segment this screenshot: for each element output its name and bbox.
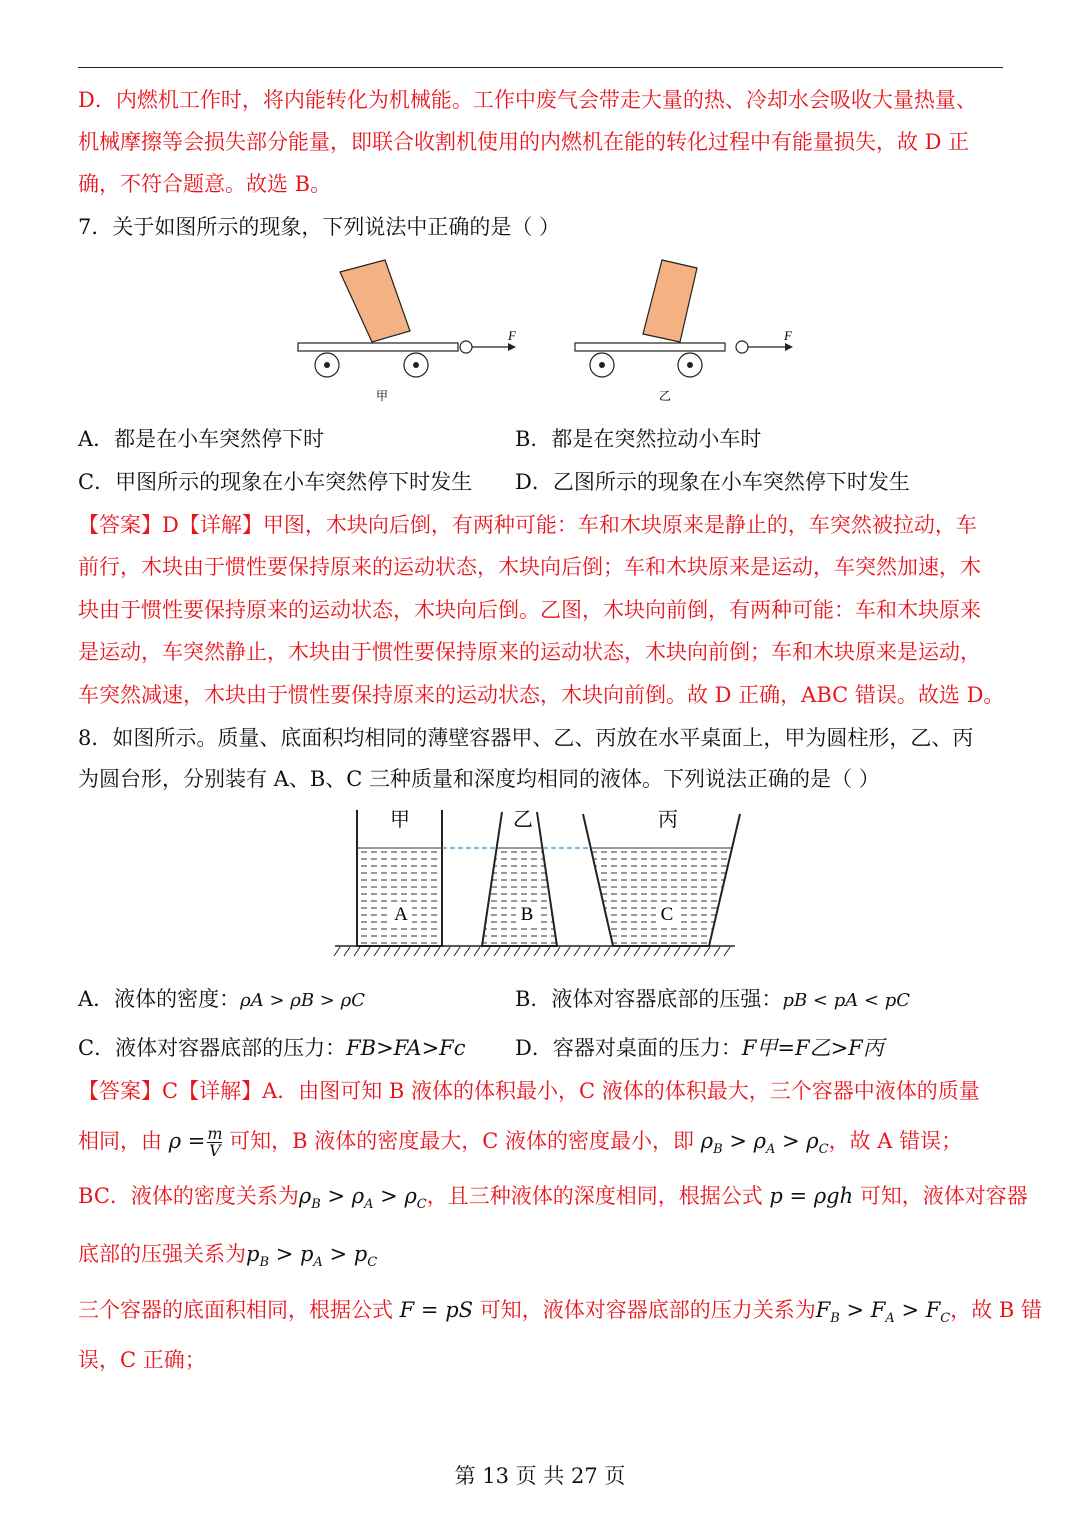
- prev-answer-line1: D．内燃机工作时，将内能转化为机械能。工作中废气会带走大量的热、冷却水会吸收大量热量、: [78, 88, 977, 112]
- container-label-yi: 乙: [513, 807, 533, 831]
- q7-answer-line5: 车突然减速，木块由于惯性要保持原来的运动状态，木块向前倒。故 D 正确，ABC 错误。故选 D。: [78, 683, 1005, 707]
- q7-answer-line2: 前行，木块由于惯性要保持原来的运动状态，木块向后倒；车和木块原来是运动，车突然加速，木: [78, 555, 981, 579]
- q7-answer-tag: 【答案】D【详解】: [78, 513, 263, 537]
- container-yi: [482, 807, 557, 946]
- block-left: [340, 260, 410, 342]
- q8-option-c: C．液体对容器底部的压力：FB>FA>Fc: [78, 1036, 466, 1060]
- liquid-label-a: A: [394, 904, 408, 925]
- header-rule: [78, 67, 1003, 68]
- q8-option-c-formula: FB>FA>Fc: [346, 1036, 466, 1060]
- force-label-left: F: [508, 328, 516, 343]
- container-label-jia: 甲: [390, 807, 410, 831]
- q7-stem: 7．关于如图所示的现象，下列说法中正确的是（ ）: [78, 215, 561, 239]
- force-label-right: F: [784, 328, 792, 343]
- container-bing: [583, 807, 740, 946]
- q8-option-a: A．液体的密度：ρA > ρB > ρC: [78, 987, 365, 1011]
- q7-option-c: C．甲图所示的现象在小车突然停下时发生: [78, 470, 473, 494]
- q8-answer-line3: BC．液体的密度关系为$\rho_B > \rho_A > \rho_C$，且三种液体的深度相同，根据公式 p = ρgh 可知，液体对容器: [78, 1184, 1028, 1213]
- q7-answer-line3: 块由于惯性要保持原来的运动状态，木块向后倒。乙图，木块向前倒，有两种可能：车和木块原来: [78, 598, 981, 622]
- q7-figure: [290, 252, 810, 412]
- q7-answer-line4: 是运动，车突然静止，木块由于惯性要保持原来的运动状态，木块向前倒；车和木块原来是运动，: [78, 640, 981, 664]
- prev-answer-line3: 确，不符合题意。故选 B。: [78, 172, 332, 196]
- page-footer: 第 13 页 共 27 页: [454, 1464, 626, 1488]
- q7-option-b: B．都是在突然拉动小车时: [515, 427, 762, 451]
- q8-stem-line1: 8．如图所示。质量、底面积均相同的薄壁容器甲、乙、丙放在水平桌面上，甲为圆柱形，乙、丙: [78, 726, 974, 750]
- prev-answer-line2: 机械摩擦等会损失部分能量，即联合收割机使用的内燃机在能的转化过程中有能量损失，故 D 正: [78, 130, 970, 154]
- q8-option-d-formula: F甲=F乙>F丙: [741, 1036, 884, 1060]
- q7-option-a: A．都是在小车突然停下时: [78, 427, 325, 451]
- q8-option-b-formula: pB < pA < pC: [782, 990, 911, 1011]
- q8-answer-tag: 【答案】C【详解】: [78, 1079, 263, 1103]
- block-right: [643, 260, 697, 342]
- container-label-bing: 丙: [658, 807, 678, 831]
- q8-option-a-formula: ρA > ρB > ρC: [240, 990, 365, 1011]
- q8-answer-line6: 误，C 正确；: [78, 1348, 206, 1372]
- cart-left: [298, 260, 517, 403]
- q8-answer-line2: 相同，由 ρ = $\frac{m}{V}$ 可知，B 液体的密度最大，C 液体的密度最小，即 $\rho_B > \rho_A > \rho_C$，故 A 错误；: [78, 1124, 963, 1160]
- q8-answer-line1: 【答案】C【详解】A．由图可知 B 液体的体积最小，C 液体的体积最大，三个容器中液体的质量: [78, 1079, 980, 1103]
- q8-stem-line2: 为圆台形，分别装有 A、B、C 三种质量和深度均相同的液体。下列说法正确的是（ ）: [78, 767, 880, 791]
- q8-option-d: D．容器对桌面的压力：F甲=F乙>F丙: [515, 1036, 884, 1060]
- container-jia: [357, 807, 442, 946]
- q7-answer-text1: 甲图，木块向后倒，有两种可能：车和木块原来是静止的，车突然被拉动，车: [262, 513, 977, 537]
- density-formula: ρ = $\frac{m}{V}$: [168, 1124, 223, 1160]
- fig-label-right: 乙: [658, 389, 672, 403]
- q7-option-d: D．乙图所示的现象在小车突然停下时发生: [515, 470, 910, 494]
- q8-answer-line5: 三个容器的底面积相同，根据公式 F = pS 可知，液体对容器底部的压力关系为$F_B > F_A > F_C$，故 B 错: [78, 1298, 1043, 1327]
- q7-answer-line1: [78, 511, 977, 539]
- q8-answer-line4: 底部的压强关系为$p_B > p_A > p_C$: [78, 1242, 378, 1271]
- liquid-label-c: C: [660, 904, 674, 925]
- q8-figure: [330, 800, 750, 965]
- liquid-label-b: B: [520, 904, 534, 925]
- fig-label-left: 甲: [375, 389, 389, 403]
- q8-option-b: B．液体对容器底部的压强：pB < pA < pC: [515, 987, 911, 1011]
- cart-right: [575, 260, 793, 403]
